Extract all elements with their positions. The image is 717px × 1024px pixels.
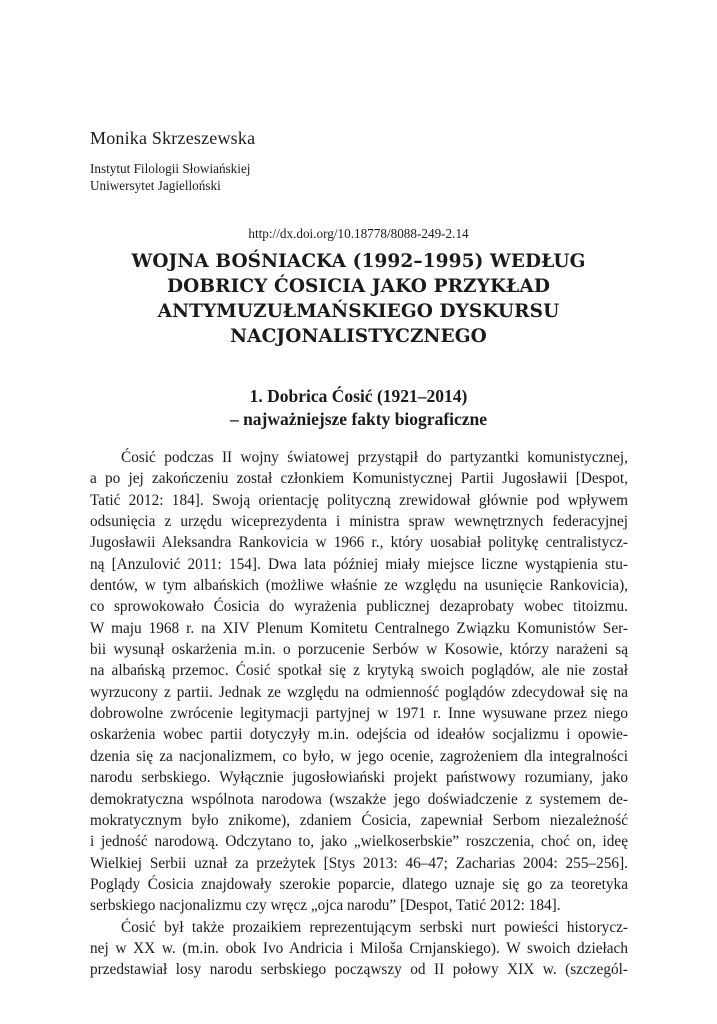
section-heading-line: 1. Dobrica Ćosić (1921–2014) bbox=[249, 386, 468, 406]
body-line: Ćosić był także prozaikiem reprezentującym serbski nurt powieści historycz- bbox=[121, 918, 628, 936]
author-name: Monika Skrzeszewska bbox=[90, 128, 256, 148]
body-line: wyrzucony z partii. Jednak ze względu na odmienność poglądów zdecydował się na bbox=[90, 683, 628, 701]
author-affiliation bbox=[90, 160, 250, 194]
doi-link[interactable]: http://dx.doi.org/10.18778/8088-249-2.14 bbox=[248, 226, 469, 241]
article-title bbox=[90, 249, 627, 349]
body-line: na albańską przemoc. Ćosić spotkał się z krytyką swoich poglądów, ale nie został bbox=[90, 662, 628, 680]
body-line: dobrowolne zwrócenie legitymacji partyjnej w 1971 r. Inne wysuwane przez niego bbox=[90, 705, 628, 723]
body-line: Wielkiej Serbii uznał za przeżytek [Stys 2013: 46–47; Zacharias 2004: 255–256]. bbox=[90, 854, 628, 872]
body-line: Poglądy Ćosicia znajdowały szerokie poparcie, dlatego uznaje się go za teoretyka bbox=[90, 875, 628, 893]
body-line: Tatić 2012: 184]. Swoją orientację polityczną zrewidował głównie pod wpływem bbox=[90, 491, 628, 509]
body-line: dentów, w tym albańskich (możliwe właśnie ze względu na usunięcie Rankovicia), bbox=[90, 577, 628, 595]
title-line: WOJNA BOŚNIACKA (1992–1995) WEDŁUG bbox=[131, 251, 586, 272]
body-line: serbskiego nacjonalizmu czy wręcz „ojca narodu” [Despot, Tatić 2012: 184]. bbox=[90, 897, 561, 915]
body-line: oskarżenia wobec partii dotyczyły m.in. odejścia od ideałów socjalizmu i opowie- bbox=[90, 726, 628, 744]
title-line: NACJONALISTYCZNEGO bbox=[230, 326, 487, 347]
body-line: demokratyczna wspólnota narodowa (wszakże jego doświadczenie z systemem de- bbox=[90, 790, 628, 808]
body-line: przedstawiał losy narodu serbskiego począwszy od II połowy XIX w. (szczegól- bbox=[90, 961, 628, 979]
body-line: nej w XX w. (m.in. obok Ivo Andricia i Miloša Crnjanskiego). W swoich dziełach bbox=[90, 939, 628, 957]
body-line: ną [Anzulović 2011: 154]. Dwa lata później miały miejsce liczne wystąpienia stu- bbox=[90, 555, 628, 573]
body-line: odsunięcia z urzędu wiceprezydenta i ministra spraw wewnętrznych federacyjnej bbox=[90, 513, 628, 531]
body-line: dzenia się za nacjonalizmem, co było, w jego ocenie, zagrożeniem dla integralności bbox=[90, 747, 628, 765]
body-line: co sprowokowało Ćosicia do wyrażenia publicznej dezaprobaty wobec titoizmu. bbox=[90, 598, 628, 616]
body-line: bii wysunął oskarżenia m.in. o porzucenie Serbów w Kosowie, którzy narażeni są bbox=[90, 641, 628, 659]
body-line: mokratycznym było znikome), zdaniem Ćosicia, zapewniał Serbom niezależność bbox=[90, 811, 628, 829]
body-line: narodu serbskiego. Wyłącznie jugosłowiański projekt państwowy rozumiany, jako bbox=[90, 769, 628, 787]
body-line: i jedność narodową. Odczytano to, jako „wielkoserbskie” roszczenia, choć on, ideę bbox=[90, 833, 628, 851]
affiliation-institute: Instytut Filologii Słowiańskiej bbox=[90, 161, 251, 176]
body-text bbox=[90, 447, 628, 981]
section-heading-line: – najważniejsze fakty biograficzne bbox=[229, 409, 488, 429]
title-line: DOBRICY ĆOSICIA JAKO PRZYKŁAD bbox=[167, 276, 550, 297]
body-line: Jugosławii Aleksandra Rankovicia w 1966 r., który uosabiał politykę centralistycz- bbox=[90, 534, 628, 552]
body-line: W maju 1968 r. na XIV Plenum Komitetu Centralnego Związku Komunistów Ser- bbox=[90, 619, 628, 637]
body-line: Ćosić podczas II wojny światowej przystąpił do partyzantki komunistycznej, bbox=[121, 449, 628, 466]
section-heading bbox=[90, 385, 627, 431]
title-line: ANTYMUZUŁMAŃSKIEGO DYSKURSU bbox=[157, 301, 560, 322]
affiliation-university: Uniwersytet Jagielloński bbox=[90, 178, 221, 193]
body-line: a po jej zakończeniu został członkiem Komunistycznej Partii Jugosławii [Despot, bbox=[90, 470, 628, 488]
